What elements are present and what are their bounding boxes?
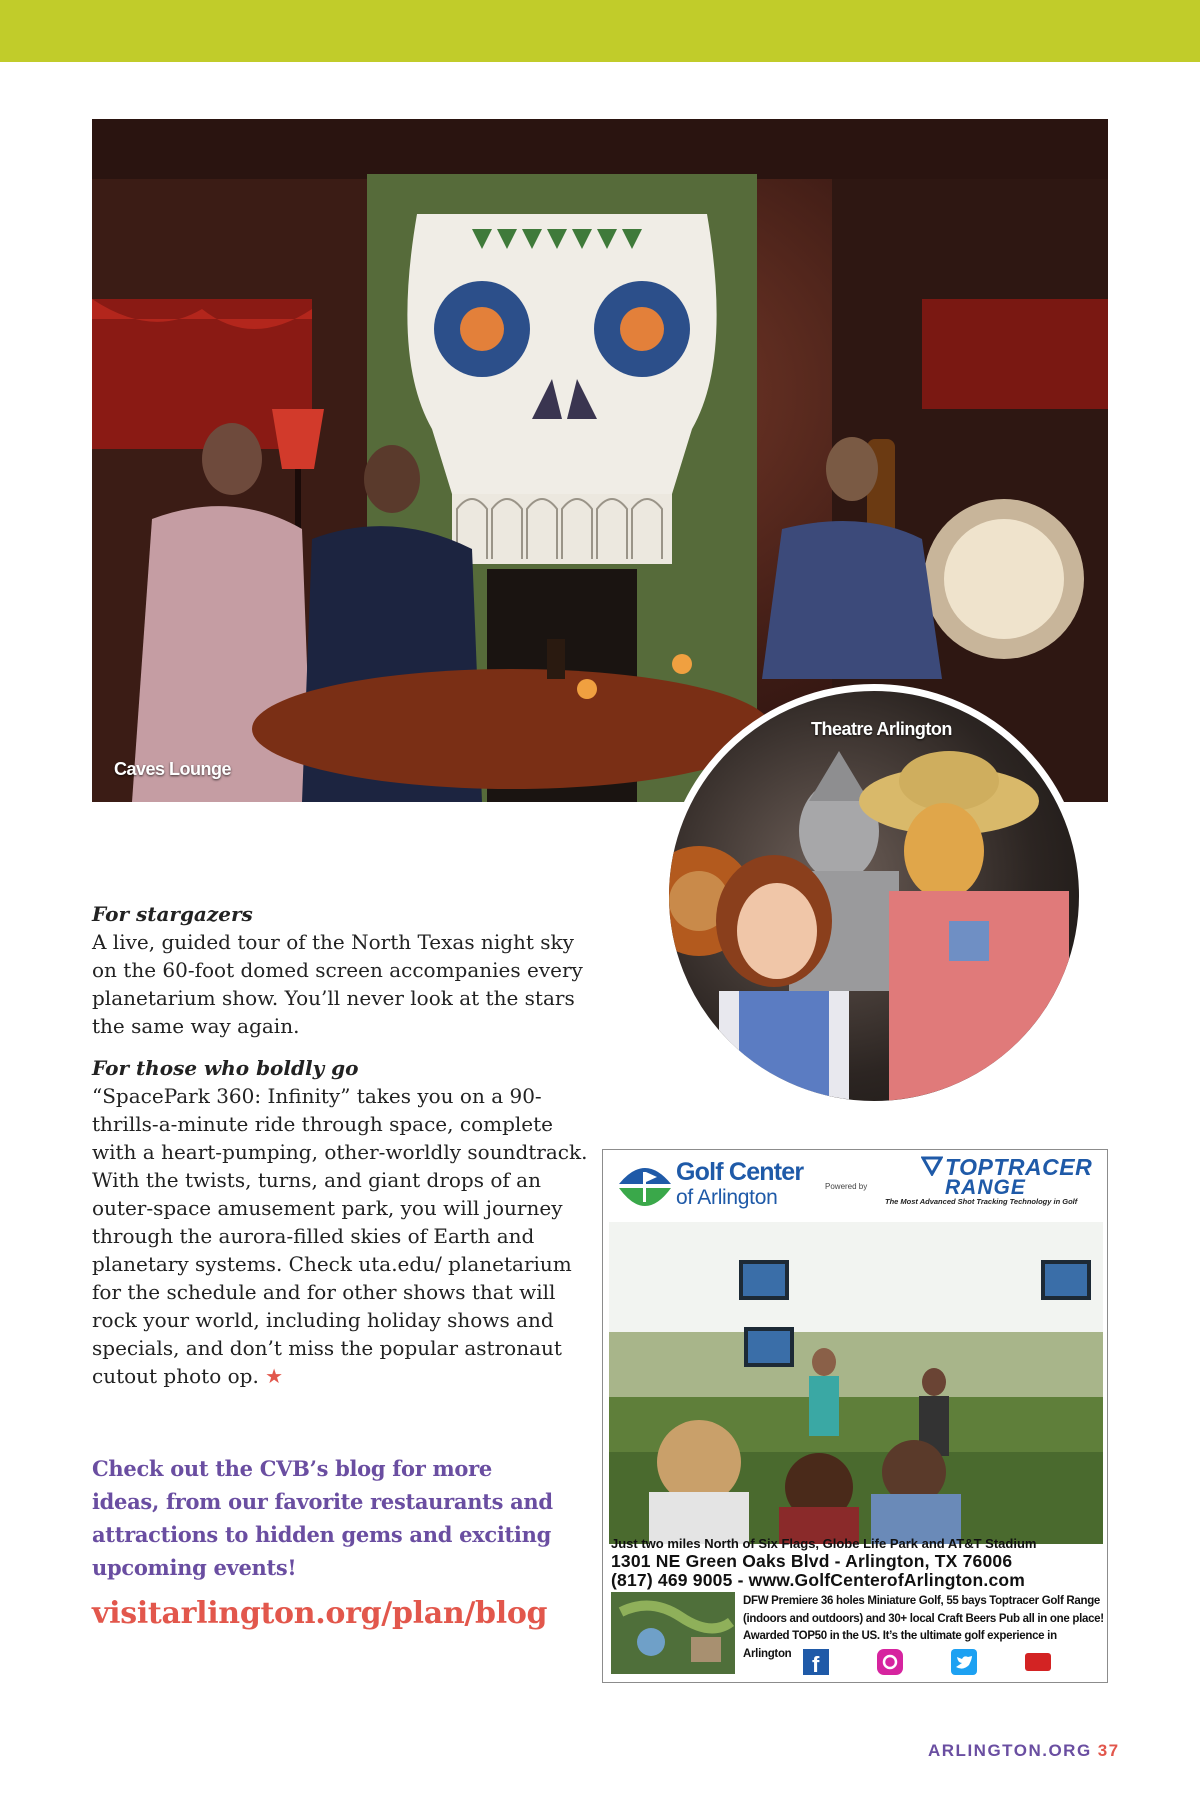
ad-toptracer-tagline: The Most Advanced Shot Tracking Technology in Golf — [885, 1197, 1078, 1206]
hero-caption: Caves Lounge — [114, 759, 232, 779]
stargazers-heading: For stargazers — [92, 902, 253, 926]
svg-text:f: f — [812, 1652, 820, 1677]
ad-brand-line2: of Arlington — [676, 1186, 778, 1209]
stargazers-body: A live, guided tour of the North Texas night sky on the 60-foot domed screen accompanies every planetarium show. You’ll never look at the stars the same way again. — [92, 930, 583, 1038]
ad-brand-line1: Golf Center — [676, 1158, 804, 1186]
top-color-bar — [0, 0, 1200, 62]
ad-directions: Just two miles North of Six Flags, Globe Life Park and AT&T Stadium — [611, 1536, 1037, 1551]
blog-link[interactable]: visitarlington.org/plan/blog — [92, 1596, 548, 1631]
toptracer-logo-icon — [921, 1156, 943, 1176]
footer-site[interactable]: ARLINGTON.ORG — [928, 1741, 1092, 1760]
ad-social-icons — [803, 1647, 1083, 1677]
star-icon: ★ — [265, 1364, 284, 1388]
golf-center-ad[interactable] — [602, 1149, 1108, 1683]
page-footer — [928, 1741, 1120, 1761]
boldly-go-heading: For those who boldly go — [92, 1056, 359, 1080]
ad-phone-website[interactable]: (817) 469 9005 - www.GolfCenterofArlington.com — [611, 1570, 1026, 1590]
ad-toptracer-line2: RANGE — [945, 1176, 1026, 1199]
facebook-icon[interactable] — [803, 1649, 829, 1677]
ad-toptracer-line1: TOPTRACER — [945, 1154, 1093, 1180]
ad-address: 1301 NE Green Oaks Blvd - Arlington, TX 76006 — [611, 1551, 1013, 1571]
ad-range-photo-illustration — [609, 1222, 1103, 1544]
ad-course-aerial-photo — [611, 1592, 735, 1674]
theatre-caption: Theatre Arlington — [811, 719, 952, 739]
twitter-icon[interactable] — [951, 1649, 977, 1675]
theatre-photo — [662, 684, 1086, 1108]
golf-center-logo-icon — [617, 1158, 673, 1220]
instagram-icon[interactable] — [877, 1649, 903, 1675]
ad-description: DFW Premiere 36 holes Miniature Golf, 55 bays Toptracer Golf Range (indoors and outdoors) and 30+ local Craft Beers Pub all in one place! Awarded TOP50 in the US. It’s the ultimate golf experience in Arlington — [743, 1595, 1104, 1660]
boldly-go-body: “SpacePark 360: Infinity” takes you on a 90-thrills-a-minute ride through space, complete with a heart-pumping, other-worldly soundtrack. With the twists, turns, and giant drops of an outer-space amusement park, you will journey through the aurora-filled skies of Earth and planetary systems. Check uta.edu/ planetarium for the schedule and for other shows that will rock your world, including holiday shows and specials, and don’t miss the popular astronaut cutout photo op. — [92, 1084, 588, 1388]
stargazers-section — [92, 900, 602, 1040]
yelp-icon[interactable] — [1025, 1653, 1051, 1671]
blog-callout: Check out the CVB’s blog for more ideas, from our favorite restaurants and attractions to hidden gems and exciting upcoming events! — [92, 1456, 553, 1580]
ad-range-photo — [609, 1222, 1103, 1544]
boldly-go-paragraph — [92, 1082, 602, 1390]
boldly-go-section — [92, 1054, 602, 1390]
ad-powered-by: Powered by — [825, 1182, 868, 1191]
theatre-photo-illustration — [669, 691, 1086, 1108]
page-number: 37 — [1097, 1741, 1120, 1760]
